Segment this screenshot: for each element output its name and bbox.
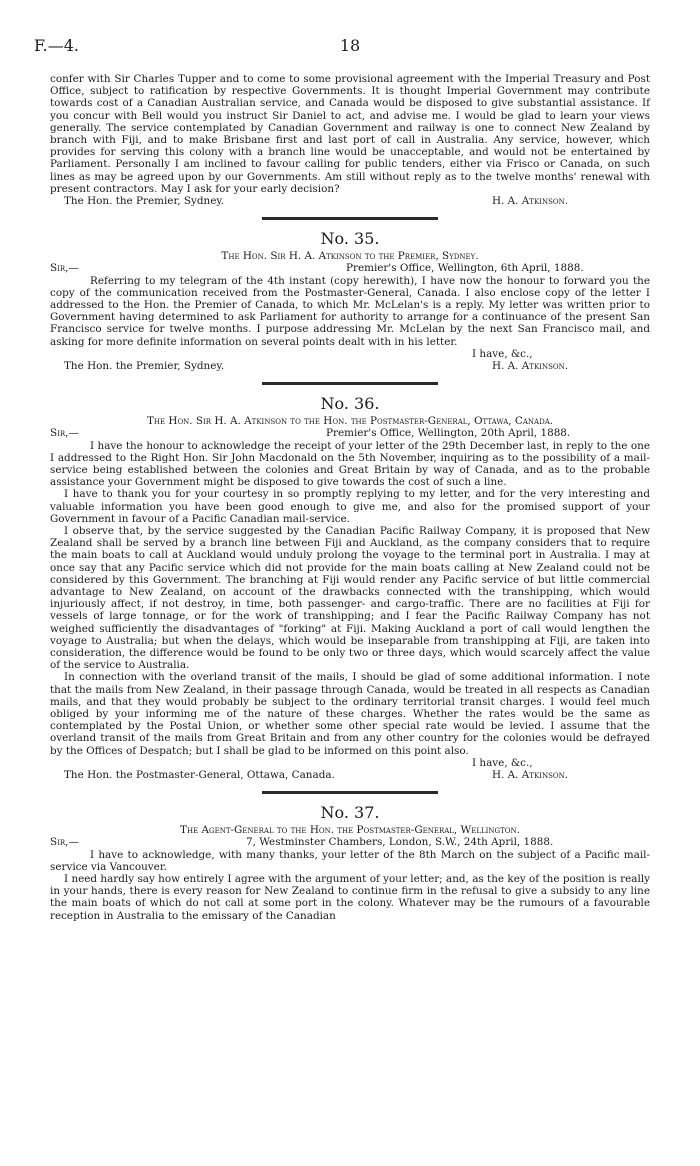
signature-35: H. A. Atkinson.	[492, 360, 569, 373]
page-number: 18	[339, 36, 361, 55]
signoff-row-36	[50, 769, 650, 781]
signature-36: H. A. Atkinson.	[492, 769, 569, 782]
paragraph-36-1: I have the honour to acknowledge the receipt of your letter of the 29th December last, in reply to the one I addressed to the Right Hon. Sir John Macdonald on the 5th November, inquiring as to the possibility of a mail-service being established between the colonies and Great Britain by way of Canada, and as to the probable assistance your Government might be disposed to give towards the cost of such a line.	[50, 439, 650, 489]
salutation-row-37	[50, 836, 650, 848]
document-number-36: No. 36.	[320, 394, 380, 414]
section-divider	[262, 791, 438, 794]
document-number-35: No. 35.	[320, 229, 380, 249]
closing-row-36	[50, 757, 650, 769]
intro-signoff	[50, 195, 650, 207]
salutation-36: Sir,—	[50, 427, 79, 440]
section-divider	[262, 382, 438, 385]
closing-row-35	[50, 348, 650, 360]
salutation-35: Sir,—	[50, 262, 79, 275]
dateline-37: 7, Westminster Chambers, London, S.W., 24th April, 1888.	[246, 836, 554, 849]
body-35: Referring to my telegram of the 4th instant (copy herewith), I have now the honour to forward you the copy of the communication received from the Postmaster-General, Canada. I also enclose copy of the letter I addressed to the Hon. the Premier of Canada, to which Mr. McLelan's is a reply. My letter was written prior to Government having determined to ask Parliament for authority to arrange for a continuance of the present San Francisco service for twelve months. I purpose addressing Mr. McLelan by the next San Francisco mail, and asking for more definite information on several points dealt with in his letter.	[50, 274, 650, 348]
page-header	[34, 36, 666, 62]
intro-signature: H. A. Atkinson.	[492, 195, 569, 208]
addressee-35: The Hon. the Premier, Sydney.	[64, 360, 225, 373]
dateline-36: Premier's Office, Wellington, 20th April, 1888.	[326, 427, 571, 440]
paragraph-37-1: I have to acknowledge, with many thanks, your letter of the 8th March on the subject of a Pacific mail-service via Vancouver.	[50, 848, 650, 873]
addressee-36: The Hon. the Postmaster-General, Ottawa, Canada.	[64, 769, 335, 782]
paragraph-36-3: I observe that, by the service suggested by the Canadian Pacific Railway Company, it is proposed that New Zealand shall be served by a branch line between Fiji and Auckland, as the company considers that to require the main boats to call at Auckland would unduly prolong the voyage to the terminal port in Australia. I may at once say that any Pacific service which did not provide for the main boats calling at New Zealand could not be considered by this Government. The branching at Fiji would render any Pacific service of but little commercial advantage to New Zealand, on account of the drawbacks connected with the transhipping, which would injuriously affect, if not destroy, in time, both passenger- and cargo-traffic. There are no facilities at Fiji for vessels of large tonnage, or for the work of transhipping; and I fear the Pacific Railway Company has not weighed sufficiently the disadvantages of "forking" at Fiji. Making Auckland a port of call would lengthen the voyage to Australia; but when the delays, which would be inseparable from transhipping at Fiji, are taken into consideration, the difference would be found to be only two or three days, which would scarcely affect the value of the service to Australia.	[50, 525, 650, 672]
closing-35: I have, &c.,	[472, 347, 533, 360]
document-title-37: The Agent-General to the Hon. the Postmaster-General, Wellington.	[180, 824, 520, 837]
paragraph-36-2: I have to thank you for your courtesy in so promptly replying to my letter, and for the very interesting and valuable information you have been good enough to give me, and also for the promised support of your Government in favour of a Pacific Canadian mail-service.	[50, 488, 650, 525]
salutation-row-35	[50, 262, 650, 274]
paragraph-36-4: In connection with the overland transit of the mails, I should be glad of some additional information. I note that the mails from New Zealand, in their passage through Canada, would be treated in all respects as Canadian mails, and that they would probably be subject to the ordinary territorial transit charges. I would feel much obliged by your informing me of the nature of these charges. Whether the rates would be the same as contemplated by the Postal Union, or whether some other special rate would be levied. I assume that the overland transit of the mails from Great Britain and from any other country for the colonies would be defrayed by the Offices of Despatch; but I shall be glad to be informed on this point also.	[50, 671, 650, 757]
salutation-37: Sir,—	[50, 836, 79, 849]
dateline-35: Premier's Office, Wellington, 6th April, 1888.	[346, 262, 584, 275]
document-number-37: No. 37.	[320, 803, 380, 823]
salutation-row-36	[50, 427, 650, 439]
signoff-row-35	[50, 360, 650, 372]
closing-36: I have, &c.,	[472, 756, 533, 769]
report-reference: F.—4.	[34, 36, 79, 55]
section-divider	[262, 217, 438, 220]
intro-paragraph: confer with Sir Charles Tupper and to come to some provisional agreement with the Imperial Treasury and Post Office, subject to ratification by respective Governments. It is thought Imperial Government may contribute towards cost of a Canadian Australian service, and Canada would be disposed to give substantial assistance. If you concur with Bell would you instruct Sir Daniel to act, and advise me. I would be glad to learn your views generally. The service contemplated by Canadian Government and railway is one to connect New Zealand by branch with Fiji, and to make Brisbane first and last port of call in Australia. Any service, however, which provides for serving this colony with a branch line would be unacceptable, and would not be entertained by Parliament. Personally I am inclined to favour calling for public tenders, either via Frisco or Canada, on such lines as may be agreed upon by our Governments. Am still without reply as to the twelve months' renewal with present contractors. May I ask for your early decision?	[50, 73, 650, 195]
document-title-35: The Hon. Sir H. A. Atkinson to the Premier, Sydney.	[221, 250, 479, 263]
paragraph-37-2: I need hardly say how entirely I agree with the argument of your letter; and, as the key of the position is really in your hands, there is every reason for New Zealand to continue firm in the refusal to give a subsidy to any line the main boats of which do not call at some port in the colony. Whatever may be the rumours of a favourable reception in Australia to the emissary of the Canadian	[50, 873, 650, 922]
intro-addressee: The Hon. the Premier, Sydney.	[64, 195, 225, 208]
page-content	[50, 73, 650, 922]
document-title-36: The Hon. Sir H. A. Atkinson to the Hon. the Postmaster-General, Ottawa, Canada.	[146, 415, 554, 428]
